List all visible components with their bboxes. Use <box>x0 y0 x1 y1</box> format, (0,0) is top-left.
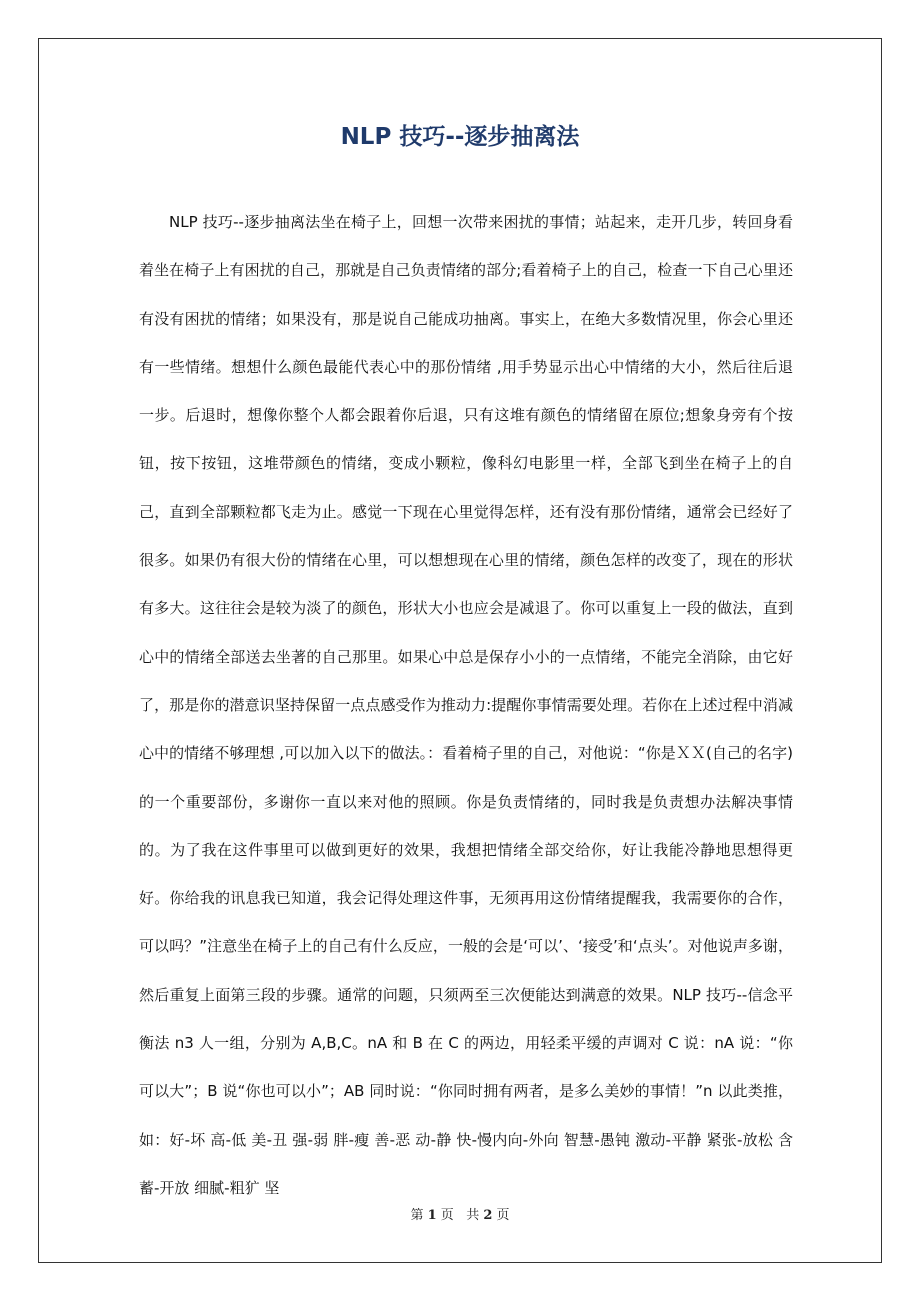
document-body-paragraph: NLP 技巧--逐步抽离法坐在椅子上，回想一次带来困扰的事情；站起来，走开几步，转回身看着坐在椅子上有困扰的自己，那就是自己负责情绪的部分;看着椅子上的自己，检查一下自己心里还有没有困扰的情绪；如果没有，那是说自己能成功抽离。事实上，在绝大多数情况里，你会心里还有一些情绪。想想什么颜色最能代表心中的那份情绪 ,用手势显示出心中情绪的大小，然后往后退一步。后退时，想像你整个人都会跟着你后退，只有这堆有颜色的情绪留在原位;想象身旁有个按钮，按下按钮，这堆带颜色的情绪，变成小颗粒，像科幻电影里一样，全部飞到坐在椅子上的自己，直到全部颗粒都飞走为止。感觉一下现在心里觉得怎样，还有没有那份情绪，通常会已经好了很多。如果仍有很大份的情绪在心里，可以想想现在心里的情绪，颜色怎样的改变了，现在的形状有多大。这往往会是较为淡了的颜色，形状大小也应会是减退了。你可以重复上一段的做法，直到心中的情绪全部送去坐著的自己那里。如果心中总是保存小小的一点情绪，不能完全消除，由它好了，那是你的潜意识坚持保留一点点感受作为推动力:提醒你事情需要处理。若你在上述过程中消减心中的情绪不够理想 ,可以加入以下的做法。：看着椅子里的自己，对他说：“你是ＸＸ(自己的名字)的一个重要部份，多谢你一直以来对他的照顾。你是负责情绪的，同时我是负责想办法解决事情的。为了我在这件事里可以做到更好的效果，我想把情绪全部交给你，好让我能冷静地思想得更好。你给我的讯息我已知道，我会记得处理这件事，无须再用这份情绪提醒我，我需要你的合作，可以吗？”注意坐在椅子上的自己有什么反应，一般的会是‘可以’、‘接受’和‘点头’。对他说声多谢，然后重复上面第三段的步骤。通常的问题，只须两至三次便能达到满意的效果。NLP 技巧--信念平衡法 n3 人一组，分别为 A,B,C。nA 和 B 在 C 的两边，用轻柔平缓的声调对 C 说：nA 说：“你可以大”；B 说“你也可以小”；AB 同时说：“你同时拥有两者，是多么美妙的事情！”n 以此类推，如：好-坏 高-低 美-丑 强-弱 胖-瘦 善-恶 动-静 快-慢内向-外向 智慧-愚钝 激动-平静 紧张-放松 含蓄-开放 细腻-粗犷 坚 <box>139 213 793 1197</box>
current-page-number: 1 <box>427 1208 437 1223</box>
page-prefix: 第 <box>410 1208 424 1223</box>
total-pages-number: 2 <box>483 1208 493 1223</box>
page-mid-text: 页 共 <box>440 1208 480 1223</box>
page-suffix: 页 <box>496 1208 510 1223</box>
document-title: NLP 技巧--逐步抽离法 <box>340 124 580 150</box>
page-number-footer <box>0 1206 920 1226</box>
